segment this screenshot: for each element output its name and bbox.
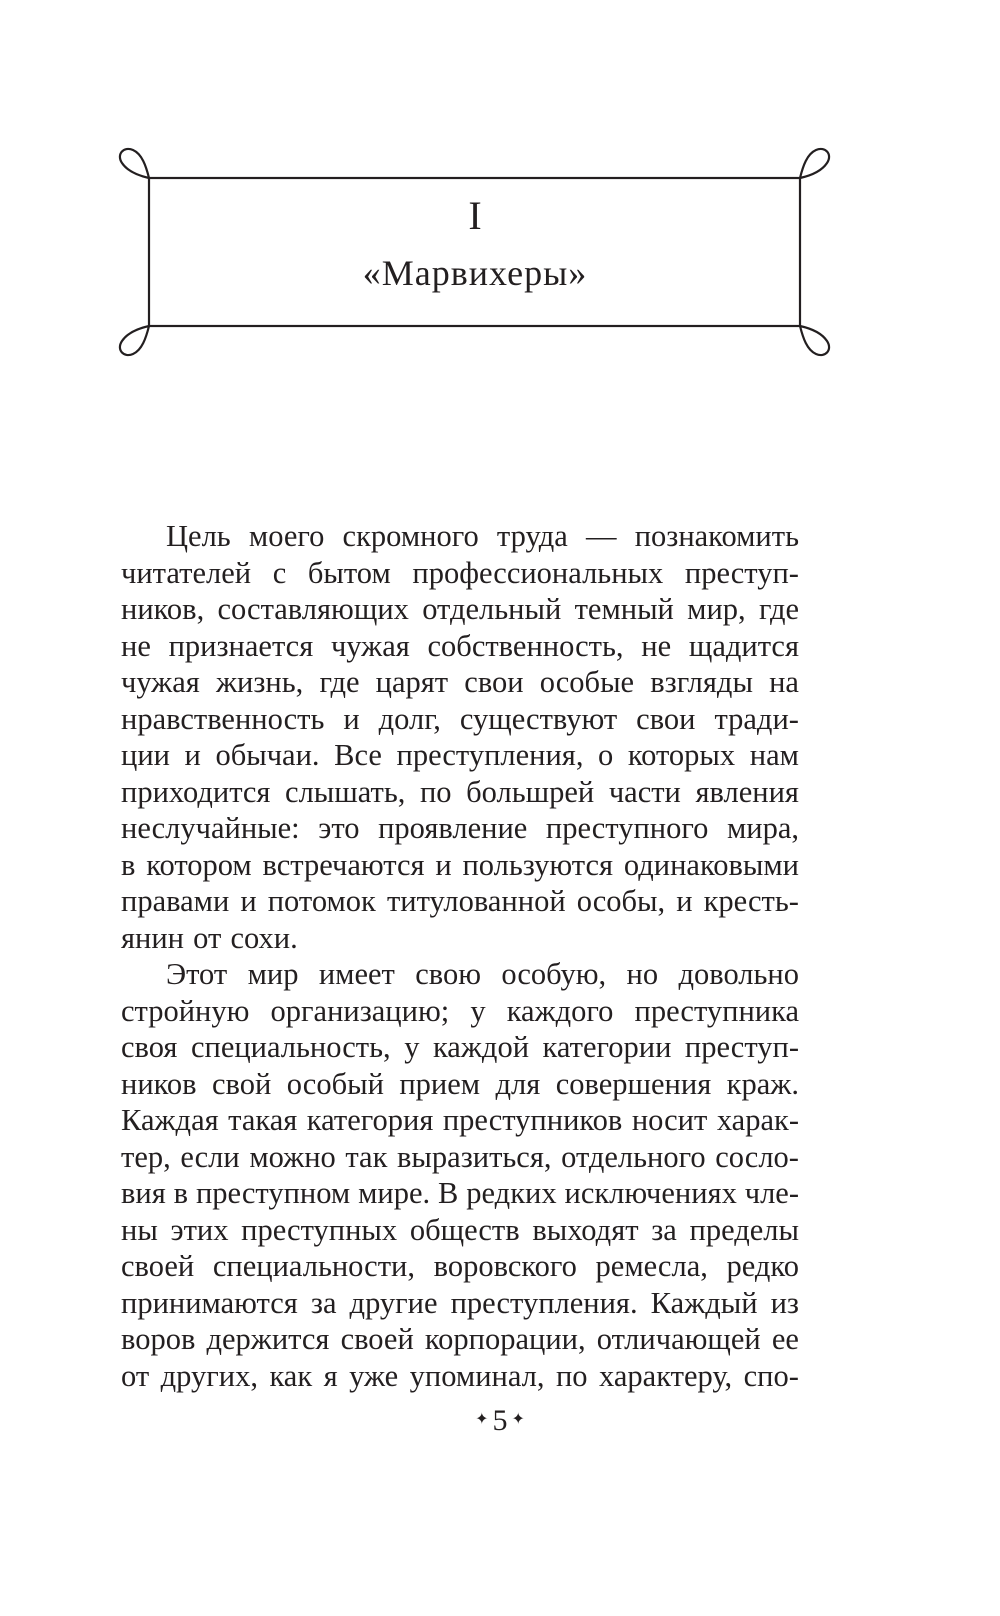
flourish-bottom-right [800, 326, 829, 355]
text-line: ции и обычаи. Все преступления, о которых нам [121, 738, 799, 772]
text-line: Каждая такая категория преступников носит харак- [121, 1103, 799, 1137]
text-line: правами и потомок титулованной особы, и кресть- [121, 884, 799, 918]
text-line: янин от сохи. [121, 920, 298, 955]
text-line: Цель моего скромного труда — познакомить [166, 519, 799, 553]
body-text [121, 518, 799, 1394]
text-line: чужая жизнь, где царят свои особые взгляды на [121, 665, 799, 699]
text-line: ников, составляющих отдельный темный мир, где [121, 592, 799, 626]
flourish-top-left [120, 149, 149, 178]
text-line: от других, как я уже упоминал, по характеру, спо- [121, 1358, 799, 1393]
text-line: нравственность и долг, существуют свои тради- [121, 701, 799, 736]
text-line: Этот мир имеет свою особую, но довольно [166, 957, 799, 991]
text-line: тер, если можно так выразиться, отдельного сосло- [121, 1139, 799, 1174]
ornament-right-icon: ✦ [511, 1411, 525, 1429]
text-line: вия в преступном мире. В редких исключениях чле- [121, 1176, 799, 1210]
text-line: в котором встречаются и пользуются одинаковыми [121, 847, 799, 882]
text-line: читателей с бытом профессиональных преступ- [121, 555, 799, 590]
text-line: своей специальности, воровского ремесла, редко [121, 1249, 799, 1283]
flourish-top-right [800, 149, 829, 178]
chapter-number: I [468, 193, 482, 238]
paragraph [121, 956, 799, 1394]
text-line: неслучайные: это проявление преступного мира, [121, 811, 799, 845]
text-line: принимаются за другие преступления. Каждый из [121, 1285, 799, 1320]
chapter-title: «Марвихеры» [362, 253, 588, 293]
text-line: своя специальность, у каждой категории преступ- [121, 1030, 799, 1064]
ornament-left-icon: ✦ [475, 1411, 489, 1429]
flourish-bottom-left [120, 326, 149, 355]
paragraph [121, 518, 799, 956]
page-number: 5 [492, 1404, 508, 1437]
page-footer [0, 1406, 1000, 1436]
text-line: приходится слышать, по большрей части явления [121, 774, 799, 809]
text-line: воров держится своей корпорации, отличающей ее [121, 1322, 799, 1356]
text-line: стройную организацию; у каждого преступника [121, 993, 799, 1028]
text-line: ны этих преступных обществ выходят за пределы [121, 1212, 799, 1247]
text-line: не признается чужая собственность, не щадится [121, 628, 799, 663]
text-line: ников свой особый прием для совершения краж. [121, 1066, 799, 1101]
